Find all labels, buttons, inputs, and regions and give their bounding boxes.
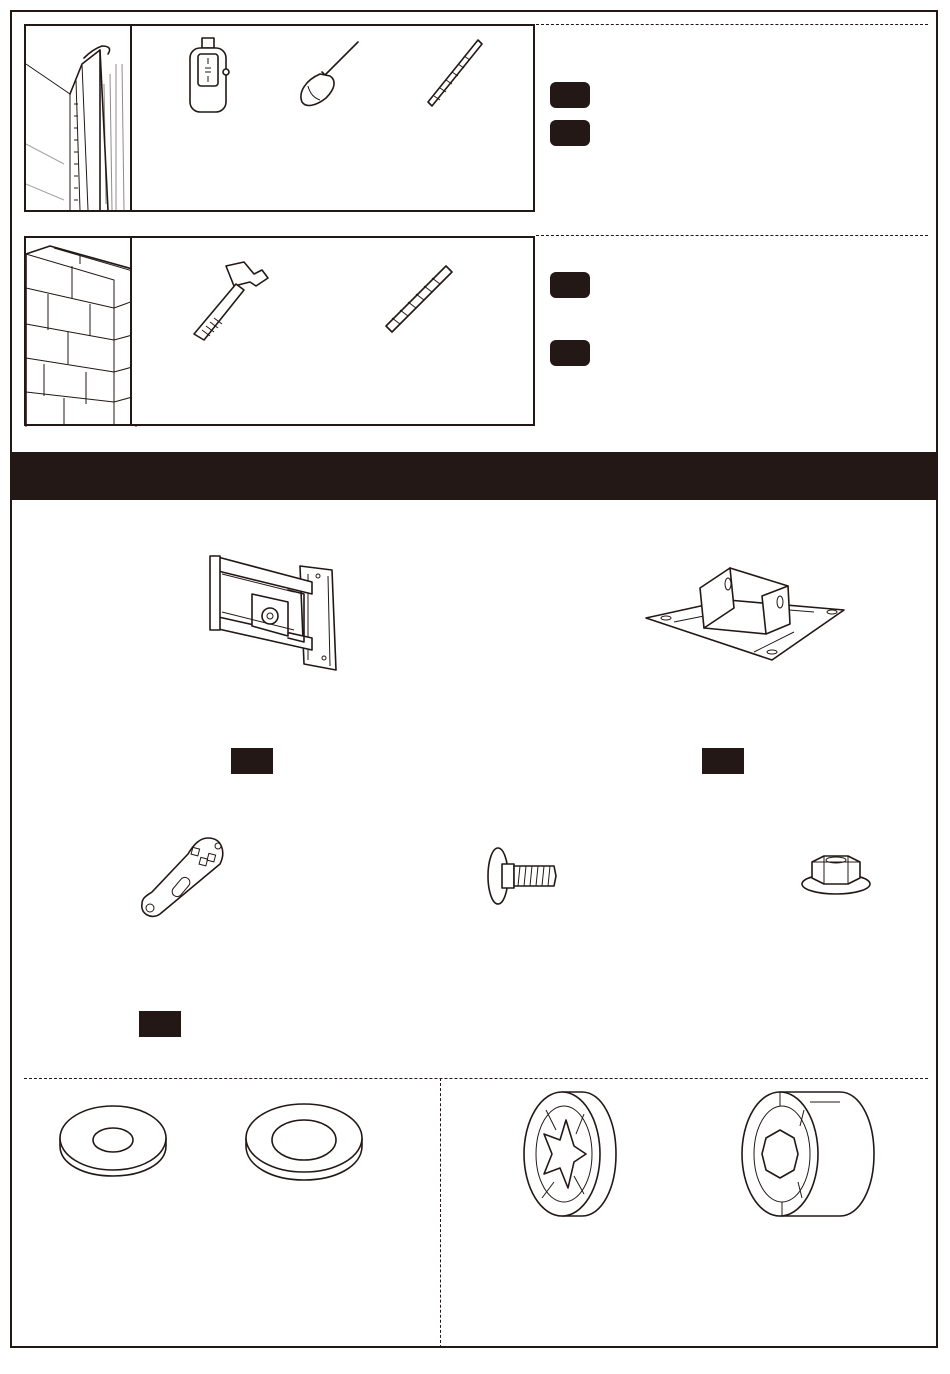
brick-wall-icon [24,236,132,426]
wall-plate-arm-assembly-icon [208,554,336,672]
short-spacer-icon [522,1090,618,1218]
parts-section-header [10,452,938,500]
part-tag-2 [702,748,744,774]
awl-icon [296,40,362,110]
wood-stud-wall-icon [24,24,132,212]
wood-steps-divider [536,24,928,25]
brick-step-badge-1 [550,272,590,298]
brick-step-badge-2 [550,340,590,366]
large-washer-icon [244,1100,364,1182]
small-washer-icon [58,1102,168,1178]
wood-wall-illustration-box [24,24,132,212]
wood-step-badge-2 [550,120,590,146]
adapter-bracket-icon [138,834,226,920]
wood-tools-box [130,24,535,212]
flange-nut-icon [800,852,872,896]
long-spacer-icon [740,1090,876,1218]
brick-steps-divider [536,235,928,236]
brick-tools-box [130,236,535,426]
part-tag-3 [139,1011,181,1037]
drill-bit-icon [424,38,484,108]
washers-divider [24,1078,928,1079]
wood-step-badge-1 [550,82,590,108]
washers-spacers-separator [440,1078,441,1348]
part-tag-1 [231,748,273,774]
stud-finder-icon [188,38,228,114]
masonry-drill-bit-icon [384,264,456,336]
carriage-bolt-icon [486,846,558,906]
vesa-mounting-plate-icon [644,566,852,662]
hammer-icon [190,260,270,344]
brick-wall-illustration-box [24,236,132,426]
